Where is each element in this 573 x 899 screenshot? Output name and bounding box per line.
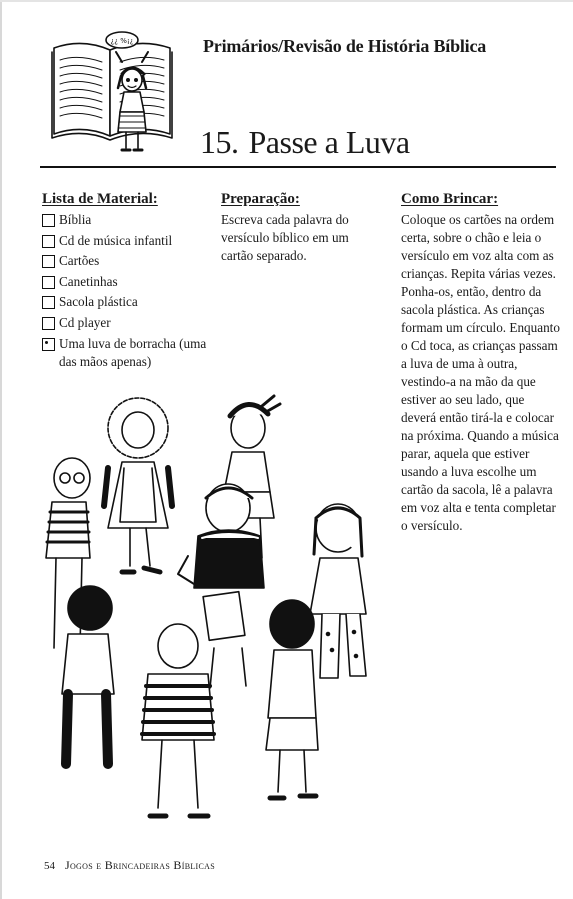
material-label: Sacola plástica — [59, 294, 138, 310]
child-spotted-pants-figure — [310, 504, 366, 678]
how-to-play-text: Coloque os cartões na ordem certa, sobre o chão e leia o versículo em voz alta com as crianças. Repita várias vezes. Ponha-os, então, dentro da sacola plástica. As crianças formam um círculo. Enquanto o Cd toca, as crianças passam a luva de uma à outra, vestindo-a na mão da que estiver ao seu lado, que deverá então tirá-la e colocar na próxima. Quando a música parar, aquela que estiver usando a luva escolhe um cartão da sacola, lê a palavra em voz alta e tenta completar o versículo. — [401, 212, 560, 533]
lesson-title: Passe a Luva — [248, 124, 410, 160]
child-with-book-illustration — [48, 28, 176, 160]
checkbox-icon — [42, 214, 55, 227]
children-circle-illustration — [38, 388, 398, 838]
material-item — [42, 211, 212, 229]
material-item — [42, 232, 212, 250]
materials-list — [42, 211, 212, 371]
series-title: Primários/Revisão de História Bíblica — [203, 36, 487, 56]
preparation-heading: Preparação: — [221, 191, 300, 207]
checkbox-icon — [42, 235, 55, 248]
page-footer — [44, 858, 215, 873]
child-curly-hair-figure — [104, 398, 172, 572]
materials-heading: Lista de Material: — [42, 191, 158, 207]
material-item — [42, 314, 212, 332]
lesson-number: 15. — [200, 124, 239, 160]
material-label: Bíblia — [59, 212, 92, 227]
material-item — [42, 273, 212, 291]
checkbox-icon — [42, 296, 55, 309]
page-edge-top — [0, 0, 573, 2]
header-divider — [40, 166, 556, 168]
book-title: Jogos e Brincadeiras Bíblicas — [65, 858, 215, 872]
material-item — [42, 293, 212, 311]
material-label: Canetinhas — [59, 273, 118, 289]
lesson-heading — [200, 124, 410, 161]
preparation-section — [221, 190, 371, 265]
how-to-play-heading: Como Brincar: — [401, 191, 499, 207]
checkbox-icon — [42, 338, 55, 351]
materials-section — [42, 190, 212, 373]
how-to-play-section — [401, 190, 561, 535]
checkbox-icon — [42, 255, 55, 268]
material-item — [42, 335, 212, 371]
child-striped-shirt-figure — [142, 624, 214, 816]
material-label: Cd de música infantil — [59, 232, 173, 248]
child-back-view-boy-figure — [62, 586, 114, 764]
checkbox-icon — [42, 317, 55, 330]
material-label: Cd player — [59, 314, 111, 330]
checkbox-icon — [42, 276, 55, 289]
page-number: 54 — [44, 860, 55, 872]
material-item — [42, 252, 212, 270]
child-dark-hair-girl-figure — [266, 600, 318, 798]
material-label: Uma luva de borracha (uma das mãos apenas) — [59, 335, 207, 369]
speech-bubble-text: ¿¿ %¡¿ — [110, 37, 134, 45]
preparation-text: Escreva cada palavra do versículo bíblico em um cartão separado. — [221, 212, 349, 263]
page-edge-left — [0, 0, 2, 899]
material-label: Cartões — [59, 253, 100, 269]
